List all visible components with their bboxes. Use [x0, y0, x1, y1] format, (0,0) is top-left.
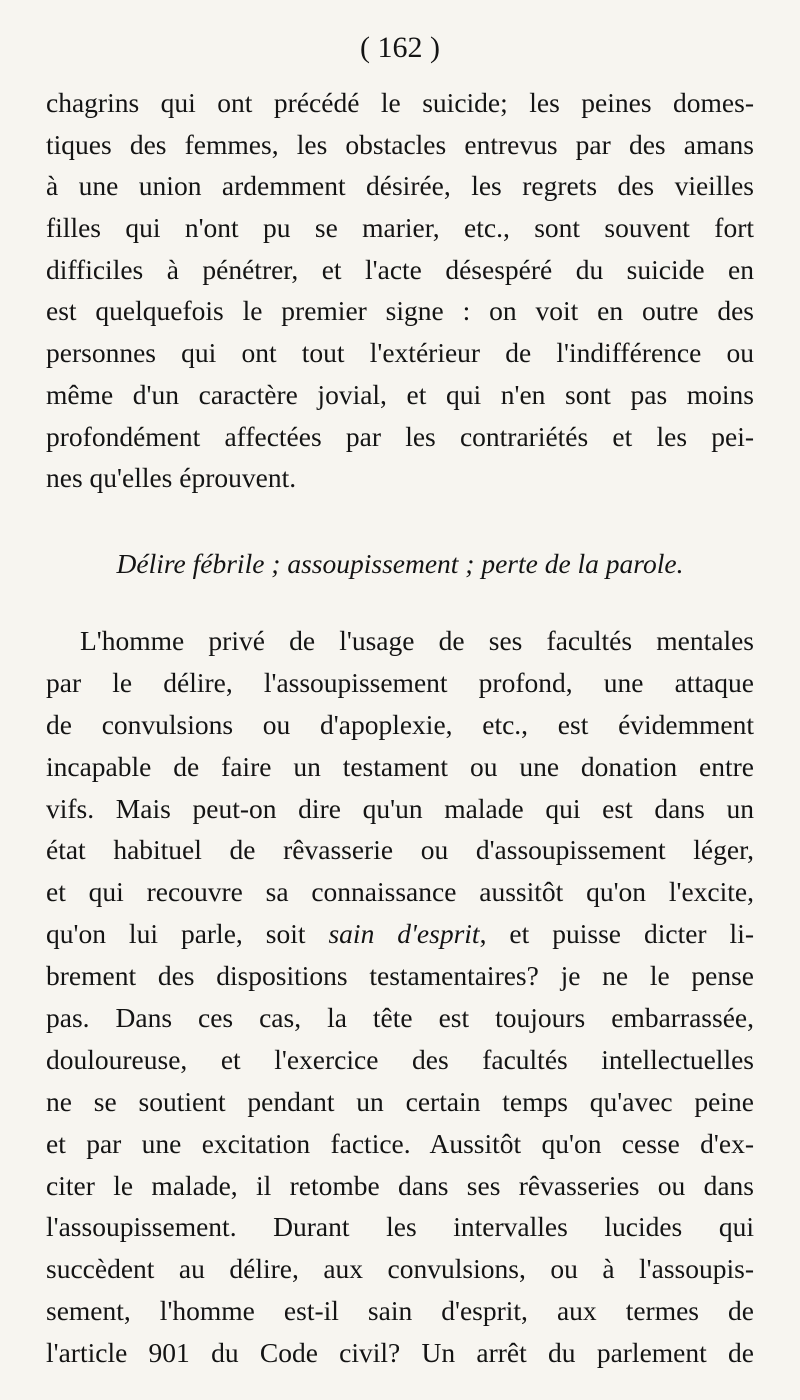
text-segment: qu'on lui parle, soit — [46, 918, 306, 950]
text-line: L'homme privé de l'usage de ses facultés mentales — [80, 625, 754, 656]
section-heading: Délire fébrile ; assoupissement ; perte de la parole. — [116, 548, 684, 579]
paragraph-delirium — [46, 620, 754, 1374]
text-line: pas. Dans ces cas, la tête est toujours embarrassée, — [46, 1002, 754, 1034]
text-line: profondément affectées par les contrariétés et les pei- — [46, 420, 754, 452]
text-line: citer le malade, il retombe dans ses rêvasseries ou dans — [46, 1169, 754, 1201]
text-line: à une union ardemment désirée, les regrets des vieilles — [46, 170, 754, 202]
text-line: de convulsions ou d'apoplexie, etc., est évidemment — [46, 708, 754, 740]
text-line: incapable de faire un testament ou une donation entre — [46, 750, 754, 782]
text-line: l'assoupissement. Durant les intervalles lucides qui — [46, 1211, 754, 1243]
text-segment: , et puisse dicter li- — [479, 918, 754, 950]
text-line: et qui recouvre sa connaissance aussitôt qu'on l'excite, — [46, 876, 754, 908]
text-line: douloureuse, et l'exercice des facultés intellectuelles — [46, 1043, 754, 1075]
text-line: ne se soutient pendant un certain temps qu'avec peine — [46, 1085, 754, 1117]
italic-term: sain d'esprit — [328, 918, 480, 950]
text-line: succèdent au délire, aux convulsions, ou à l'assoupis- — [46, 1253, 754, 1285]
text-line: chagrins qui ont précédé le suicide; les peines domes- — [46, 87, 754, 118]
text-line: nes qu'elles éprouvent. — [46, 462, 297, 494]
text-line — [46, 913, 754, 955]
text-line: l'article 901 du Code civil? Un arrêt du parlement de — [46, 1337, 754, 1369]
text-line: tiques des femmes, les obstacles entrevus par des amans — [46, 128, 754, 160]
text-line: par le délire, l'assoupissement profond, une attaque — [46, 666, 754, 698]
text-line: vifs. Mais peut-on dire qu'un malade qui est dans un — [46, 792, 754, 824]
text-line: est quelquefois le premier signe : on voit en outre des — [46, 295, 754, 327]
text-line: difficiles à pénétrer, et l'acte désespéré du suicide en — [46, 253, 754, 285]
text-line: personnes qui ont tout l'extérieur de l'indifférence ou — [46, 337, 754, 369]
text-line: sement, l'homme est-il sain d'esprit, aux termes de — [46, 1295, 754, 1327]
text-line: même d'un caractère jovial, et qui n'en sont pas moins — [46, 378, 754, 410]
text-line: filles qui n'ont pu se marier, etc., sont souvent fort — [46, 212, 754, 244]
text-line: et par une excitation factice. Aussitôt qu'on cesse d'ex- — [46, 1127, 754, 1159]
text-line: brement des dispositions testamentaires? je ne le pense — [46, 960, 754, 992]
text-line: état habituel de rêvasserie ou d'assoupissement léger, — [46, 834, 754, 866]
page-number: ( 162 ) — [360, 31, 440, 64]
paragraph-suicide-signs — [46, 82, 754, 499]
